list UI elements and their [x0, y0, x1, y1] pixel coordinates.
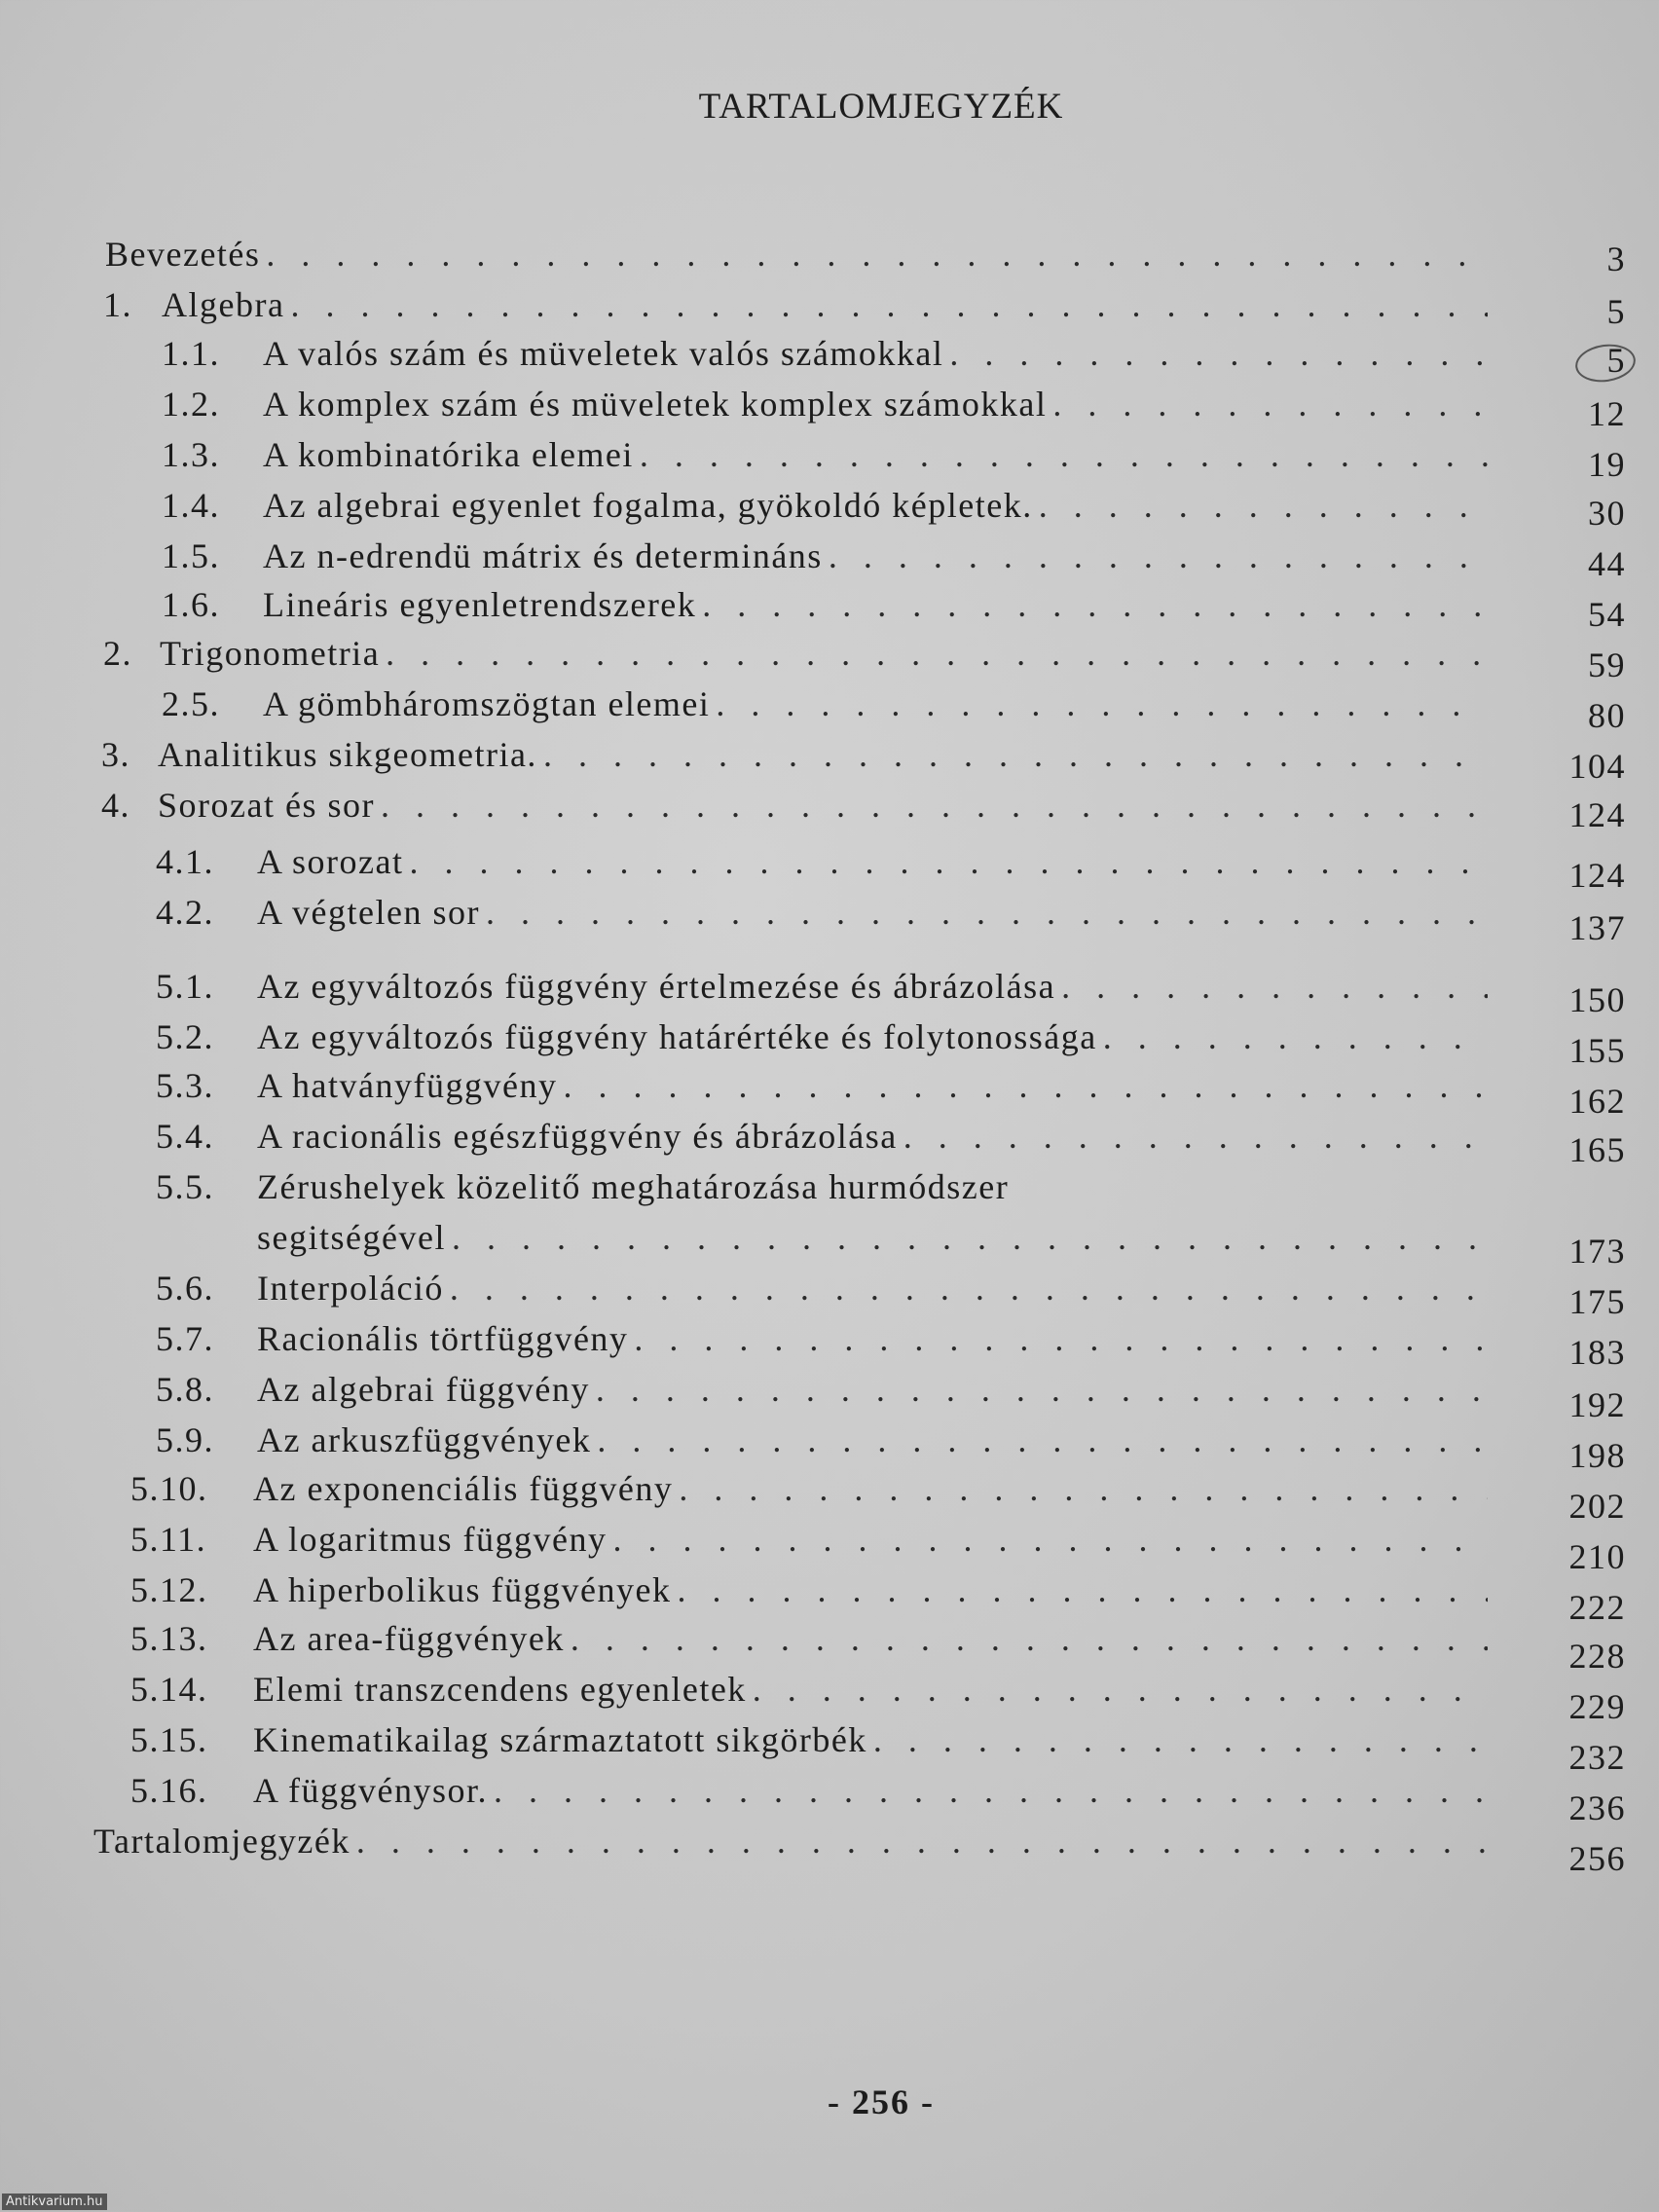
dot-leader	[486, 892, 1488, 933]
toc-label: Racionális törtfüggvény	[257, 1319, 629, 1358]
toc-label: Lineáris egyenletrendszerek	[263, 585, 697, 624]
toc-label: A végtelen sor	[257, 893, 480, 932]
toc-row	[130, 1458, 1493, 1509]
dot-leader	[450, 1268, 1488, 1309]
toc-row	[101, 724, 1493, 775]
toc-number: 5.15.	[130, 1720, 208, 1759]
dot-leader	[381, 785, 1488, 826]
dot-leader	[634, 1318, 1488, 1359]
toc-row	[162, 526, 1493, 576]
toc-page-number: 80	[1588, 696, 1626, 735]
toc-page-number: 44	[1588, 544, 1626, 583]
toc-row	[130, 1760, 1493, 1811]
toc-row	[130, 1608, 1493, 1659]
dot-leader	[563, 1065, 1488, 1106]
toc-row	[162, 374, 1493, 424]
toc-label: Az exponenciális függvény	[253, 1469, 674, 1508]
toc-page-number: 104	[1568, 747, 1626, 786]
toc-row	[105, 224, 1493, 275]
toc-page-number: 54	[1588, 595, 1626, 634]
toc-label: A gömbháromszögtan elemei	[263, 684, 711, 723]
toc-page-number: 222	[1568, 1588, 1626, 1627]
toc-number: 1.3.	[162, 435, 220, 474]
toc-number: 3.	[101, 735, 130, 774]
toc-number: 4.2.	[156, 893, 214, 932]
toc-row	[130, 1509, 1493, 1560]
toc-label: Az algebrai függvény	[257, 1370, 590, 1409]
toc-row	[156, 1055, 1493, 1106]
toc-page-number: 30	[1588, 494, 1626, 533]
toc-row	[156, 831, 1493, 882]
toc-label: A sorozat	[257, 842, 404, 881]
toc-page-number: 155	[1568, 1031, 1626, 1070]
toc-label: A függvénysor.	[253, 1771, 488, 1810]
toc-number: 1.5.	[162, 536, 220, 575]
toc-page-number: 202	[1568, 1487, 1626, 1526]
pencil-circle-mark	[1573, 341, 1639, 386]
toc-page-number: 173	[1568, 1232, 1626, 1271]
toc-row	[156, 882, 1493, 933]
dot-leader	[829, 535, 1488, 576]
toc-page-number: 229	[1568, 1687, 1626, 1726]
toc-number: 4.	[101, 786, 130, 825]
toc-row	[162, 323, 1493, 374]
page-number-footer: - 256 -	[828, 2083, 935, 2121]
toc-row	[93, 1811, 1493, 1862]
toc-number: 1.2.	[162, 385, 220, 424]
toc-row	[130, 1710, 1493, 1760]
dot-leader	[716, 683, 1488, 724]
toc-row	[162, 475, 1493, 526]
toc-page-number: 150	[1568, 980, 1626, 1019]
dot-leader	[677, 1569, 1488, 1610]
toc-row	[162, 574, 1493, 625]
toc-row	[156, 1106, 1493, 1157]
toc-row	[156, 956, 1493, 1007]
toc-number: 4.1.	[156, 842, 214, 881]
toc-label: Trigonometria	[160, 634, 381, 673]
toc-number: 5.3.	[156, 1066, 214, 1105]
dot-leader	[266, 234, 1488, 275]
toc-label: A logaritmus függvény	[253, 1520, 608, 1559]
toc-number: 5.9.	[156, 1420, 214, 1459]
toc-number: 5.13.	[130, 1619, 208, 1658]
toc-label: Az algebrai egyenlet fogalma, gyökoldó képletek.	[263, 486, 1033, 525]
toc-page-number: 124	[1568, 856, 1626, 895]
toc-label: Bevezetés	[105, 235, 261, 274]
toc-row	[156, 1007, 1493, 1057]
toc-number: 5.1.	[156, 967, 214, 1006]
toc-label: Algebra	[162, 285, 285, 324]
toc-page-number: 3	[1606, 240, 1626, 278]
toc-label: Analitikus sikgeometria.	[158, 735, 537, 774]
toc-row	[130, 1560, 1493, 1610]
toc-number: 5.10.	[130, 1469, 208, 1508]
toc-label: Interpoláció	[257, 1269, 444, 1308]
toc-label: Az arkuszfüggvények	[257, 1420, 592, 1459]
dot-leader	[903, 1116, 1488, 1157]
toc-page-number: 232	[1568, 1738, 1626, 1777]
toc-label: Az egyváltozós függvény határértéke és folytonossága	[257, 1017, 1097, 1056]
dot-leader	[1061, 966, 1488, 1007]
toc-page-number: 210	[1568, 1537, 1626, 1576]
dot-leader	[640, 434, 1488, 475]
toc-number: 5.11.	[130, 1520, 207, 1559]
dot-leader	[679, 1468, 1488, 1509]
dot-leader	[543, 734, 1488, 775]
toc-page-number: 59	[1588, 645, 1626, 684]
dot-leader	[873, 1719, 1488, 1760]
toc-row	[162, 424, 1493, 475]
toc-label: A racionális egészfüggvény és ábrázolása	[257, 1117, 898, 1156]
toc-number: 1.1.	[162, 334, 220, 373]
toc-row	[101, 775, 1493, 826]
toc-label: Az egyváltozós függvény értelmezése és ábrázolása	[257, 967, 1056, 1006]
page-title: TARTALOMJEGYZÉK	[698, 87, 1064, 127]
toc-label: A kombinatórika elemei	[263, 435, 634, 474]
toc-page-number: 162	[1568, 1082, 1626, 1121]
toc-number: 5.2.	[156, 1017, 214, 1056]
toc-row	[156, 1258, 1493, 1309]
dot-leader	[386, 633, 1488, 674]
dot-leader	[494, 1770, 1488, 1811]
toc-page-number: 183	[1568, 1333, 1626, 1372]
toc-page-number: 5	[1606, 341, 1626, 380]
toc-page-number: 5	[1606, 292, 1626, 331]
toc-page-number: 236	[1568, 1788, 1626, 1827]
dot-leader	[597, 1419, 1488, 1460]
toc-label: A hatványfüggvény	[257, 1066, 558, 1105]
toc-number: 5.6.	[156, 1269, 214, 1308]
watermark: Antikvarium.hu	[2, 2194, 107, 2210]
toc-label: Zérushelyek közelitő meghatározása hurmódszer	[257, 1167, 1010, 1206]
toc-label: Elemi transzcendens egyenletek	[253, 1670, 747, 1709]
toc-label: Kinematikailag származtatott sikgörbék	[253, 1720, 867, 1759]
toc-number: 1.4.	[162, 486, 220, 525]
toc-number: 5.12.	[130, 1570, 208, 1609]
toc-label: segitségével	[257, 1218, 446, 1257]
dot-leader	[409, 841, 1488, 882]
toc-number: 2.	[103, 634, 132, 673]
toc-row	[257, 1207, 1493, 1258]
toc-page-number: 256	[1568, 1839, 1626, 1878]
toc-number: 5.7.	[156, 1319, 214, 1358]
toc-number: 5.5.	[156, 1167, 214, 1206]
dot-leader	[702, 584, 1488, 625]
toc-row	[156, 1157, 1493, 1207]
toc-number: 1.6.	[162, 585, 220, 624]
dot-leader	[1103, 1016, 1488, 1057]
toc-number: 5.16.	[130, 1771, 208, 1810]
toc-page-number: 175	[1568, 1282, 1626, 1321]
dot-leader	[753, 1669, 1488, 1710]
toc-number: 5.14.	[130, 1670, 208, 1709]
dot-leader	[452, 1217, 1488, 1258]
toc-page-number: 19	[1588, 445, 1626, 484]
toc-row	[156, 1359, 1493, 1410]
toc-row	[130, 1659, 1493, 1710]
toc-row	[103, 275, 1493, 325]
dot-leader	[596, 1369, 1488, 1410]
toc-number: 1.	[103, 285, 132, 324]
toc-number: 2.5.	[162, 684, 220, 723]
dot-leader	[571, 1618, 1488, 1659]
dot-leader	[612, 1519, 1488, 1560]
dot-leader	[1039, 485, 1488, 526]
toc-page-number: 12	[1588, 394, 1626, 433]
toc-page-number: 198	[1568, 1436, 1626, 1475]
toc-label: A komplex szám és müveletek komplex számokkal	[263, 385, 1048, 424]
toc-page-number: 192	[1568, 1385, 1626, 1424]
toc-page-number: 137	[1568, 908, 1626, 947]
toc-label: Sorozat és sor	[158, 786, 375, 825]
toc-page-number: 228	[1568, 1637, 1626, 1676]
toc-page-number: 165	[1568, 1130, 1626, 1169]
toc-number: 5.4.	[156, 1117, 214, 1156]
toc-row	[162, 674, 1493, 724]
toc-row	[156, 1309, 1493, 1359]
toc-row	[156, 1410, 1493, 1460]
dot-leader	[1052, 384, 1488, 424]
toc-label: Tartalomjegyzék	[93, 1822, 350, 1861]
toc-label: A hiperbolikus függvények	[253, 1570, 672, 1609]
toc-label: Az area-függvények	[253, 1619, 565, 1658]
toc-number: 5.8.	[156, 1370, 214, 1409]
dot-leader	[356, 1821, 1488, 1862]
dot-leader	[290, 284, 1488, 325]
toc-label: Az n-edrendü mátrix és determináns	[263, 536, 823, 575]
toc-page-number: 124	[1568, 795, 1626, 834]
toc-label: A valós szám és müveletek valós számokkal	[263, 334, 944, 373]
dot-leader	[949, 333, 1488, 374]
toc-row	[103, 623, 1493, 674]
